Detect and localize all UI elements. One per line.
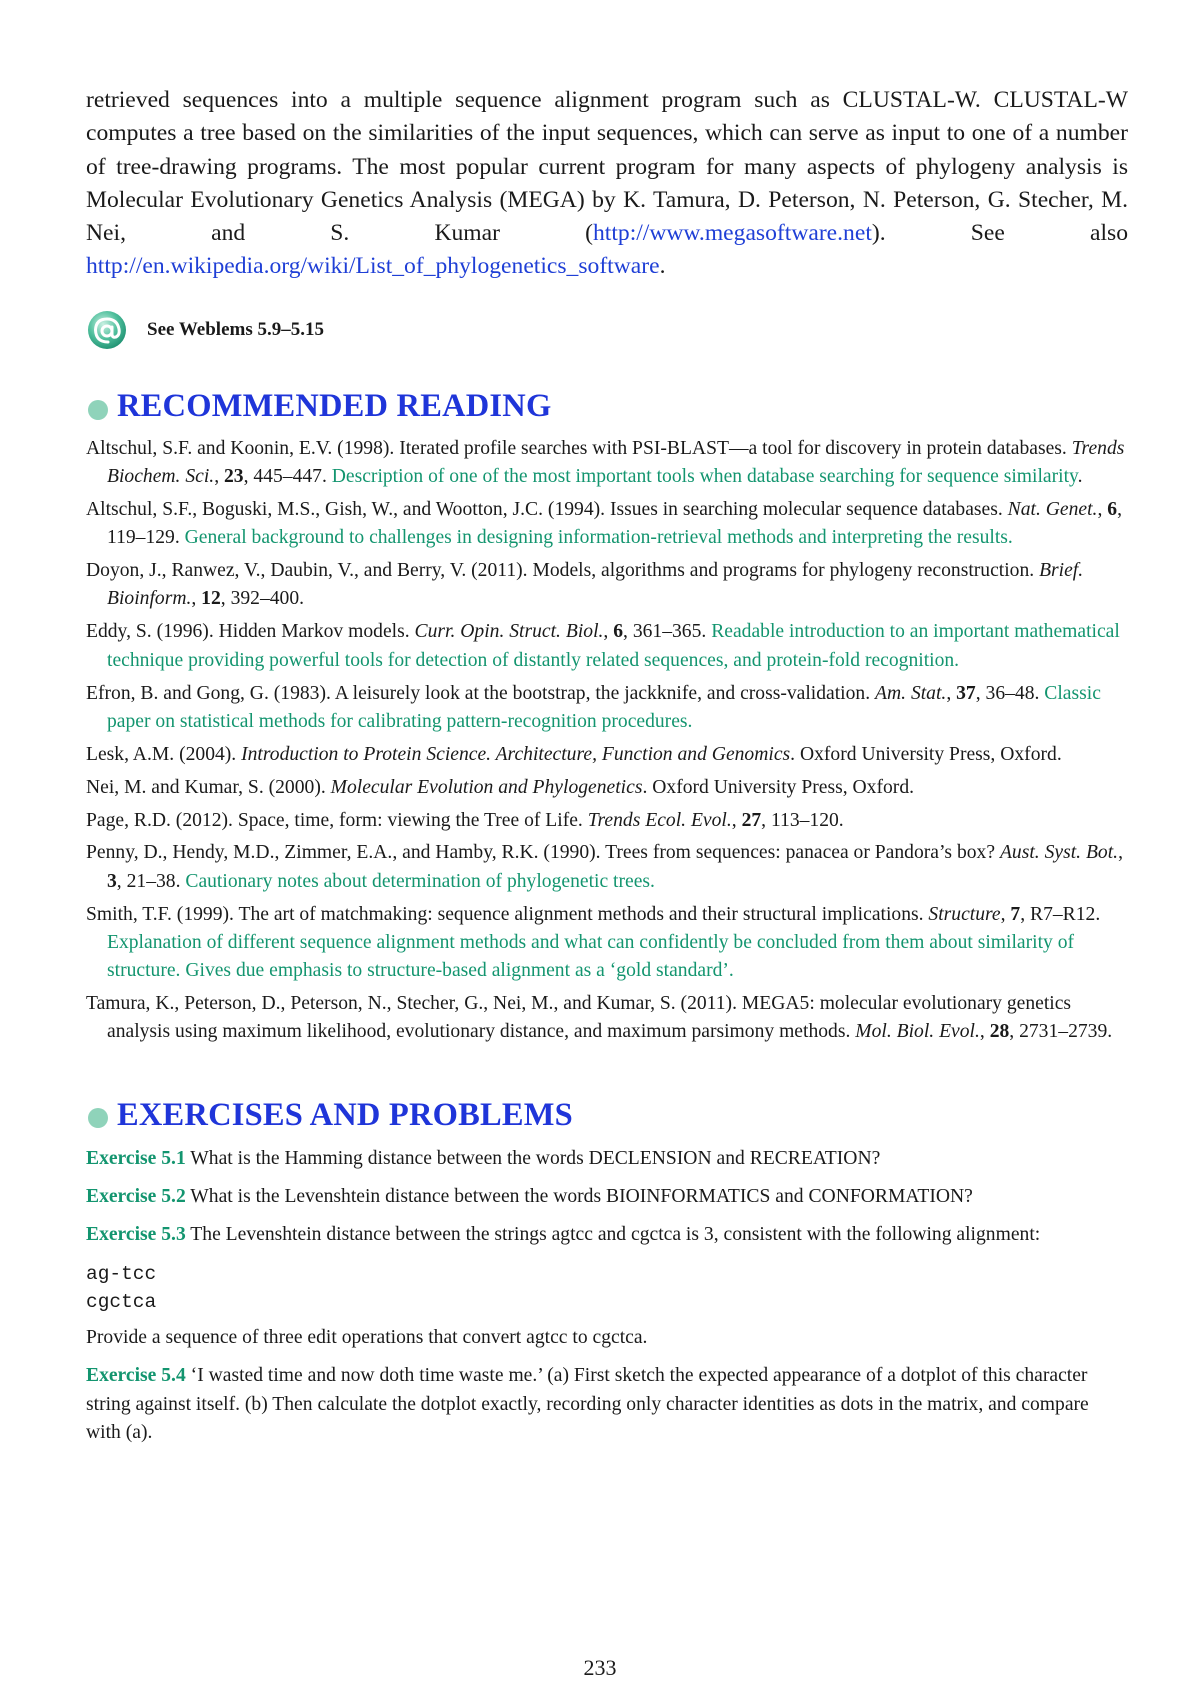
- ref-text: Lesk, A.M. (2004).: [86, 743, 242, 765]
- reference-item: [86, 807, 1128, 835]
- ref-volume: 12: [201, 588, 221, 610]
- exercise-5-1: [86, 1145, 1128, 1173]
- ref-pages: , 445–447.: [243, 466, 332, 488]
- reference-item: [86, 557, 1128, 614]
- ref-pages: . Oxford University Press, Oxford.: [642, 776, 915, 798]
- ref-separator: ,: [214, 466, 224, 488]
- reference-list: [86, 435, 1128, 1047]
- ref-volume: 37: [956, 682, 976, 704]
- ref-volume: 28: [989, 1021, 1010, 1043]
- ref-pages: , 361–365.: [623, 621, 712, 643]
- ref-pages: , 2731–2739.: [1009, 1021, 1113, 1043]
- bullet-icon: [88, 400, 108, 420]
- exercise-number: Exercise 5.3: [86, 1224, 186, 1246]
- ref-journal: Am. Stat.: [875, 682, 947, 704]
- ref-journal: Trends Ecol. Evol.: [587, 809, 732, 831]
- ref-pages: . Oxford University Press, Oxford.: [790, 743, 1062, 765]
- exercise-text: What is the Levenshtein distance between the words BIOINFORMATICS and CONFORMATION?: [185, 1185, 973, 1207]
- ref-annotation: Explanation of different sequence alignment methods and what can confidently be concluded from them about similarity of structure. Gives due emphasis to structure-based alignment as a ‘gold standard’.: [107, 931, 1075, 982]
- ref-pages: , 21–38.: [116, 870, 186, 892]
- page-number: 233: [583, 1655, 617, 1680]
- ref-volume: 3: [107, 870, 117, 892]
- ref-annotation: Cautionary notes about determination of phylogenetic trees.: [185, 870, 655, 892]
- exercise-list: [86, 1145, 1128, 1448]
- exercise-text: ‘I wasted time and now doth time waste me.’ (a) First sketch the expected appearance of a dotplot of this character string against itself. (b) Then calculate the dotplot exactly, recording only character identities as dots in the matrix, and compare with (a).: [86, 1365, 1089, 1444]
- ref-volume: 23: [223, 466, 244, 488]
- ref-separator: ,: [946, 682, 957, 704]
- ref-volume: 6: [1107, 498, 1118, 520]
- alignment-row: ag-tcc: [86, 1262, 157, 1285]
- weblems-note: [86, 308, 1128, 352]
- ref-annotation: Classic paper on statistical methods for calibrating pattern-recognition procedures.: [107, 682, 1101, 732]
- ref-text: Penny, D., Hendy, M.D., Zimmer, E.A., and Hamby, R.K. (1990). Trees from sequences: panacea or Pandora’s box?: [86, 842, 1000, 864]
- megasoftware-link[interactable]: http://www.megasoftware.net: [592, 220, 872, 247]
- ref-pages: , 392–400.: [220, 588, 305, 610]
- reference-item: [86, 901, 1128, 986]
- reference-item: [86, 741, 1128, 769]
- ref-end: .: [1077, 466, 1083, 488]
- ref-journal: Aust. Syst. Bot.: [999, 842, 1119, 864]
- ref-separator: ,: [731, 809, 742, 831]
- ref-separator: ,: [603, 621, 614, 643]
- ref-text: Altschul, S.F., Boguski, M.S., Gish, W., and Wootton, J.C. (1994). Issues in searching molecular sequence databases.: [86, 498, 1008, 520]
- exercises-heading: [86, 1095, 1128, 1135]
- ref-volume: 7: [1010, 903, 1021, 925]
- exercise-5-4: [86, 1362, 1128, 1447]
- ref-text: Eddy, S. (1996). Hidden Markov models.: [86, 621, 415, 643]
- alignment-row: cgctca: [86, 1290, 157, 1313]
- ref-journal: Trends Biochem. Sci.: [107, 437, 1125, 488]
- exercise-5-2: [86, 1183, 1128, 1211]
- reference-item: [86, 839, 1128, 896]
- ref-journal: Introduction to Protein Science. Architecture, Function and Genomics: [241, 743, 791, 765]
- exercise-number: Exercise 5.4: [86, 1365, 186, 1387]
- section-title: RECOMMENDED READING: [117, 388, 552, 425]
- intro-paragraph: [86, 84, 1128, 284]
- weblems-label: See Weblems 5.9–5.15: [147, 318, 324, 340]
- exercise-5-3: [86, 1221, 1128, 1249]
- ref-volume: 27: [741, 809, 762, 831]
- reference-item: [86, 774, 1128, 802]
- ref-separator: ,: [1000, 903, 1011, 925]
- ref-text: Altschul, S.F. and Koonin, E.V. (1998). Iterated profile searches with PSI-BLAST—a tool for discovery in protein databases.: [86, 437, 1072, 459]
- ref-text: Smith, T.F. (1999). The art of matchmaking: sequence alignment methods and their structural implications.: [86, 903, 929, 925]
- ref-pages: , 119–129.: [107, 498, 1122, 549]
- intro-text: .: [659, 253, 666, 280]
- reference-item: [86, 496, 1128, 553]
- ref-pages: , R7–R12.: [1020, 903, 1101, 925]
- reference-item: [86, 990, 1128, 1047]
- exercise-5-3-followup: Provide a sequence of three edit operations that convert agtcc to cgctca.: [86, 1327, 648, 1349]
- intro-text: retrieved sequences into a multiple sequence alignment program such as CLUSTAL-W. CLUSTAL-W computes a tree based on the similarities of the input sequences, which can serve as input to one of a number of tree-drawing programs. The most popular current program for many aspects of phylogeny analysis is Molecular Evolutionary Genetics Analysis (MEGA) by K. Tamura, D. Peterson, N. Peterson, G. Stecher, M. Nei, and S. Kumar (: [86, 87, 1128, 247]
- reference-item: [86, 435, 1128, 492]
- ref-text: Doyon, J., Ranwez, V., Daubin, V., and Berry, V. (2011). Models, algorithms and programs for phylogeny reconstruction.: [86, 560, 1040, 582]
- ref-text: Nei, M. and Kumar, S. (2000).: [86, 776, 331, 798]
- ref-journal: Brief. Bioinform.: [107, 560, 1084, 610]
- ref-journal: Structure: [928, 903, 1001, 925]
- reference-item: [86, 680, 1128, 737]
- exercise-text: What is the Hamming distance between the words DECLENSION and RECREATION?: [185, 1147, 881, 1169]
- ref-separator: ,: [1097, 498, 1108, 520]
- exercise-number: Exercise 5.2: [86, 1185, 186, 1207]
- ref-annotation: Readable introduction to an important mathematical technique providing powerful tools for detection of distantly related sequences, and protein-fold recognition.: [107, 621, 1120, 671]
- ref-journal: Molecular Evolution and Phylogenetics: [330, 776, 643, 798]
- ref-pages: , 113–120.: [761, 809, 844, 831]
- ref-annotation: General background to challenges in designing information-retrieval methods and interpreting the results.: [184, 527, 1013, 549]
- ref-annotation: Description of one of the most important tools when database searching for sequence similarity: [331, 466, 1078, 488]
- bullet-icon: [88, 1108, 108, 1128]
- ref-journal: Nat. Genet.: [1007, 498, 1098, 520]
- exercise-text: The Levenshtein distance between the strings agtcc and cgctca is 3, consistent with the following alignment:: [185, 1224, 1041, 1246]
- ref-separator: ,: [1118, 842, 1123, 864]
- ref-separator: ,: [979, 1021, 990, 1043]
- ref-journal: Mol. Biol. Evol.: [855, 1021, 980, 1043]
- ref-text: Efron, B. and Gong, G. (1983). A leisurely look at the bootstrap, the jackknife, and cross-validation.: [86, 682, 876, 704]
- intro-text: ). See also: [871, 220, 1128, 247]
- recommended-reading-heading: [86, 387, 1128, 427]
- ref-text: Page, R.D. (2012). Space, time, form: viewing the Tree of Life.: [86, 809, 588, 831]
- section-title: EXERCISES AND PROBLEMS: [117, 1096, 573, 1133]
- ref-pages: , 36–48.: [975, 682, 1045, 704]
- at-sign-icon: [86, 309, 128, 351]
- ref-separator: ,: [191, 588, 202, 610]
- wikipedia-phylogenetics-link[interactable]: http://en.wikipedia.org/wiki/List_of_phylogenetics_software: [86, 253, 660, 280]
- ref-text: Tamura, K., Peterson, D., Peterson, N., Stecher, G., Nei, M., and Kumar, S. (2011). MEGA5: molecular evolutionary genetics analysis using maximum likelihood, evolutionary distance, and maximum parsimony methods.: [86, 993, 1072, 1043]
- ref-journal: Curr. Opin. Struct. Biol.: [414, 621, 604, 643]
- alignment-block: [86, 1260, 1128, 1317]
- reference-item: [86, 618, 1128, 675]
- exercise-number: Exercise 5.1: [86, 1147, 186, 1169]
- ref-volume: 6: [613, 621, 624, 643]
